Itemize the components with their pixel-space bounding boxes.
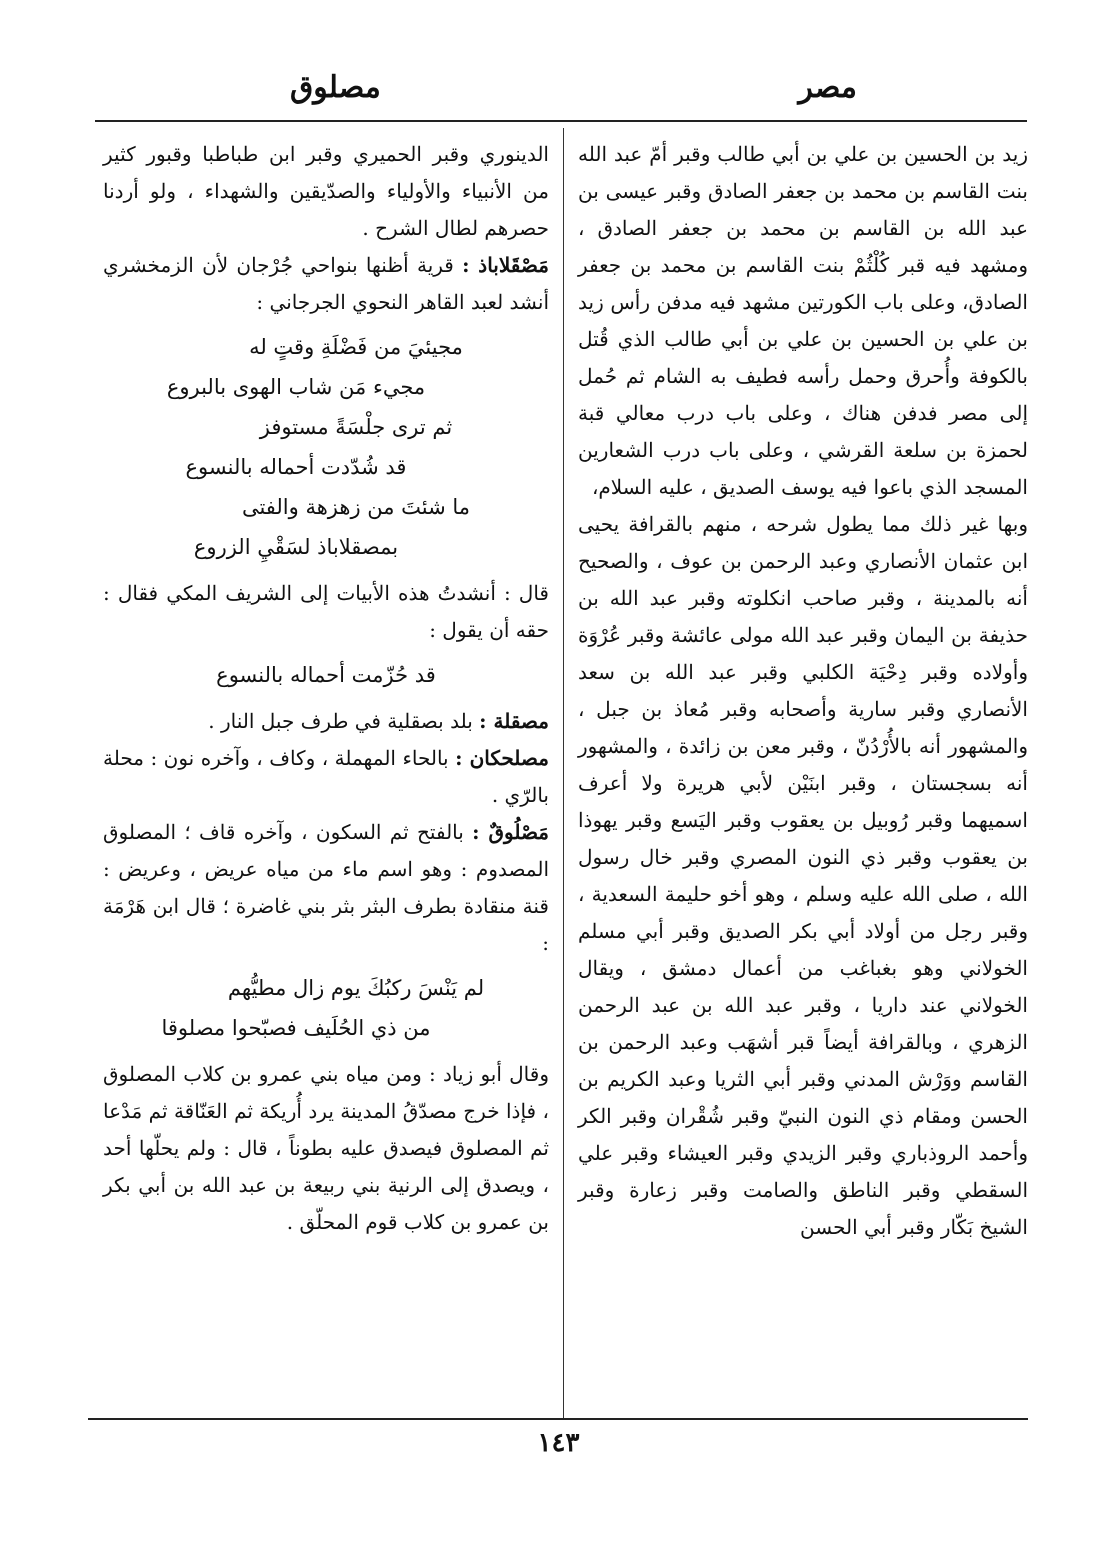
- poem-3-verse-a: لم يَنْسَ ركبُكَ يوم زال مطيُّهم: [227, 976, 485, 1000]
- right-paragraph-2: وبها غير ذلك مما يطول شرحه ، منهم بالقرافة يحيى ابن عثمان الأنصاري وعبد الرحمن بن عوف ، والصحيح أنه بالمدينة ، وقبر صاحب انكلوته وقبر عبد الله بن حذيفة بن اليمان وقبر عبد الله مولى عائشة وقبر عُرْوَة وأولاده وقبر دِحْيَة الكلبي وقبر عبد الله بن سعد الأنصاري وقبر سارية وأصحابه وقبر مُعاذ بن جبل ، والمشهور أنه بالأُرْدُنّ ، وقبر معن بن زائدة ، والمشهور أنه بسجستان ، وقبر ابنَيْن لأبي هريرة ولا أعرف اسميهما وقبر رُوبيل بن يعقوب وقبر اليَسع وقبر يهوذا بن يعقوب وقبر ذي النون المصري وقبر خال رسول الله ، صلى الله عليه وسلم ، وهو أخو حليمة السعدية ، وقبر رجل من أولاد أبي بكر الصديق وقبر أبي مسلم الخولاني وهو بغباغب من أعمال دمشق ، ويقال الخولاني عند داريا ، وقبر عبد الله بن عبد الرحمن الزهري ، وبالقرافة أيضاً قبر أشهَب وعبد الرحمن بن القاسم ووَرْش المدني وقبر أبي الثريا وعبد الكريم بن الحسن ومقام ذي النون النبيّ وقبر شُقْران وقبر الكر وأحمد الروذباري وقبر الزيدي وقبر العيشاء وقبر علي السقطي وقبر الناطق والصامت وقبر زعارة وقبر الشيخ بَكّار وقبر أبي الحسن: [578, 512, 1028, 1239]
- left-paragraph-1: الدينوري وقبر الحميري وقبر ابن طباطبا وقبور كثير من الأنبياء والأولياء والصدّيقين والشهداء ، ولو أردنا حصرهم لطال الشرح .: [103, 142, 549, 240]
- header-word-left: مصلوق: [290, 70, 381, 105]
- entry-masluq: [103, 814, 549, 962]
- poem-2: [103, 655, 549, 695]
- poem-1-verse-2b: قد شُدّدت أحماله بالنسوع: [185, 455, 407, 479]
- header-word-right: مصر: [798, 70, 857, 105]
- poem-3-verse-b: من ذي الحُلَيف فصبّحوا مصلوقا: [161, 1016, 431, 1040]
- poem-1: [103, 327, 549, 567]
- left-column: [103, 136, 549, 1241]
- poem-2-verse: قد حُزّمت أحماله بالنسوع: [216, 663, 436, 687]
- poem-1-verse-3b: بمصقلاباذ لسَقْيِ الزروع: [193, 535, 399, 559]
- entry-text-masqalabadh: قرية أظنها بنواحي جُرْجان لأن الزمخشري أنشد لعبد القاهر النحوي الجرجاني :: [103, 253, 549, 314]
- entry-head-masluq: مَصْلُوقٌ :: [472, 820, 549, 844]
- page-number: ١٤٣: [537, 1428, 580, 1458]
- page-header: [95, 62, 1027, 118]
- entry-head-maslahkan: مصلحكان :: [455, 746, 549, 770]
- poem-1-verse-2a: ثم ترى جلْسَةً مستوفز: [259, 415, 453, 439]
- poem-1-verse-1b: مجيء مَن شاب الهوى بالبروع: [166, 375, 426, 399]
- entry-masqalabadh: [103, 247, 549, 321]
- entry-masqala: [103, 703, 549, 740]
- footer-rule: [88, 1418, 1028, 1420]
- poem-1-verse-3a: ما شئتَ من زهزهة والفتى: [241, 495, 471, 519]
- entry-text-maslahkan: بالحاء المهملة ، وكاف ، وآخره نون : محلة بالرّي .: [103, 746, 549, 807]
- header-rule: [95, 120, 1027, 122]
- left-paragraph-3: وقال أبو زياد : ومن مياه بني عمرو بن كلاب المصلوق ، فإذا خرج مصدّقُ المدينة يرد أُريكة ثم العَنّاقة ثم مَدْعا ثم المصلوق فيصدق عليه بطوناً ، قال : ولم يحلّها أحد ، ويصدق إلى الرنية بني ربيعة بن عبد الله بن أبي بكر بن عمرو بن كلاب قوم المحلّق .: [103, 1062, 549, 1234]
- poem-1-verse-1a: مجيئيَ من فَضْلَةِ وقتٍ له: [249, 335, 463, 359]
- column-divider: [563, 128, 564, 1418]
- entry-head-masqalabadh: مَصْقَلاباذ :: [462, 253, 549, 277]
- entry-head-masqala: مصقلة :: [479, 709, 549, 733]
- entry-maslahkan: [103, 740, 549, 814]
- entry-text-masluq: بالفتح ثم السكون ، وآخره قاف ؛ المصلوق المصدوم : وهو اسم ماء من مياه عريض ، وعريض : قنة منقادة بطرف البثر بثر بني غاضرة ؛ قال ابن هَرْمَة :: [103, 820, 549, 955]
- entry-text-masqala: بلد بصقلية في طرف جبل النار .: [208, 709, 473, 733]
- poem-3: [103, 968, 549, 1048]
- right-paragraph-1: زيد بن الحسين بن علي بن أبي طالب وقبر أمّ عبد الله بنت القاسم بن محمد بن جعفر الصادق وقبر عيسى بن عبد الله بن القاسم بن محمد بن جعفر الصادق ، ومشهد فيه قبر كُلْثُمْ بنت القاسم بن محمد بن جعفر الصادق، وعلى باب الكورتين مشهد فيه مدفن رأس زيد بن علي بن الحسين بن علي بن أبي طالب الذي قُتل بالكوفة وأُحرق وحمل رأسه فطيف به الشام ثم حُمل إلى مصر فدفن هناك ، وعلى باب درب معالي قبة لحمزة بن سلعة القرشي ، وعلى باب درب الشعارين المسجد الذي باعوا فيه يوسف الصديق ، عليه السلام،: [578, 142, 1028, 499]
- left-paragraph-2: قال : أنشدتُ هذه الأبيات إلى الشريف المكي فقال : حقه أن يقول :: [103, 581, 549, 642]
- right-column: [578, 136, 1028, 1246]
